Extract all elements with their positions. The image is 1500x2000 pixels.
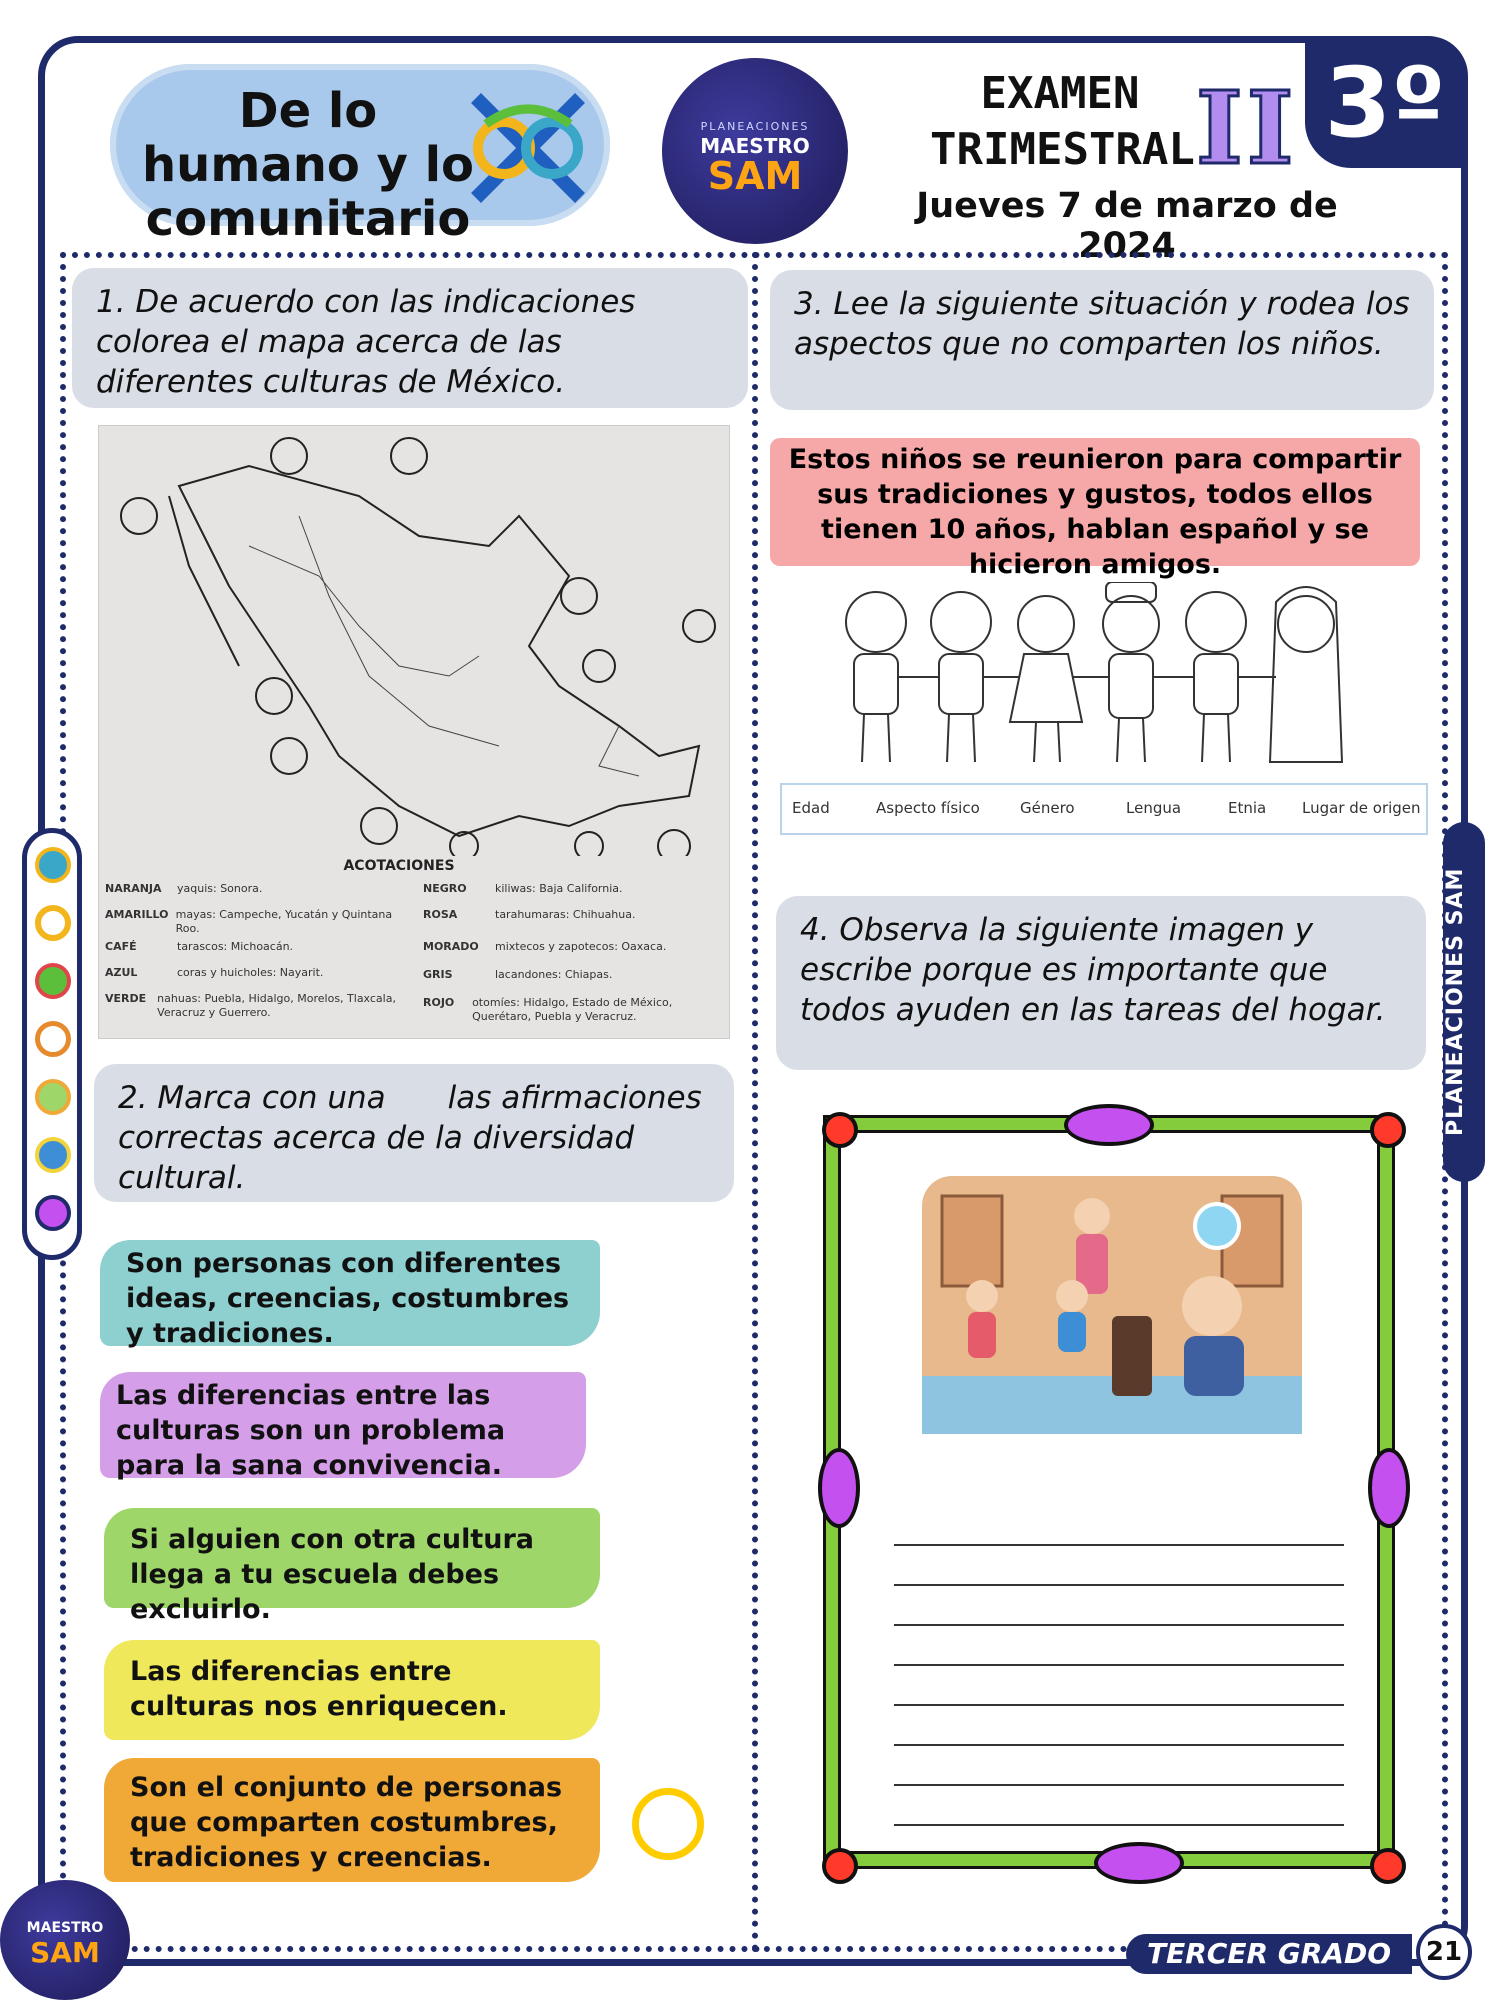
legend-text: tarahumaras: Chihuahua. xyxy=(495,908,636,921)
family-household-chores-illustration xyxy=(922,1176,1302,1434)
aspect-edad[interactable]: Edad xyxy=(792,799,830,817)
question-3-prompt: 3. Lee la siguiente situación y rodea los aspectos que no comparten los niños. xyxy=(770,270,1434,410)
aspect-lugar-de-origen[interactable]: Lugar de origen xyxy=(1302,799,1421,817)
legend-text: lacandones: Chiapas. xyxy=(495,968,613,981)
mexico-map-outline xyxy=(99,426,729,856)
statement-5[interactable]: Son el conjunto de personas que comparten costumbres, tradiciones y creencias. xyxy=(104,1758,600,1882)
legend-color: NEGRO xyxy=(423,882,467,895)
footer-logo-sam: SAM xyxy=(30,1936,100,1969)
frame-corner xyxy=(822,1848,858,1884)
legend-item xyxy=(423,940,723,954)
statement-3[interactable]: Si alguien con otra cultura llega a tu escuela debes excluirlo. xyxy=(104,1508,600,1608)
legend-color: NARANJA xyxy=(105,882,162,895)
legend-text: tarascos: Michoacán. xyxy=(177,940,294,953)
frame-corner xyxy=(1370,1112,1406,1148)
answer-line[interactable] xyxy=(894,1664,1344,1666)
aspect-lengua[interactable]: Lengua xyxy=(1126,799,1182,817)
answer-line[interactable] xyxy=(894,1744,1344,1746)
frame-ornament xyxy=(1368,1448,1410,1528)
logo-mid-text: MAESTRO xyxy=(700,134,810,158)
legend-item xyxy=(423,968,723,982)
maestro-sam-logo-footer xyxy=(0,1880,130,2000)
mexico-culture-map[interactable] xyxy=(98,425,730,1039)
frame-corner xyxy=(822,1112,858,1148)
legend-color: CAFÉ xyxy=(105,940,137,953)
field-icon xyxy=(35,1195,71,1231)
legend-item xyxy=(105,908,415,936)
answer-line[interactable] xyxy=(894,1704,1344,1706)
aspect-genero[interactable]: Género xyxy=(1020,799,1075,817)
aspect-etnia[interactable]: Etnia xyxy=(1228,799,1267,817)
legend-item xyxy=(105,882,415,896)
subject-logo-icon xyxy=(466,88,590,208)
frame-ornament xyxy=(1064,1104,1154,1146)
side-tab-label: PLANEACIONES SAM xyxy=(1443,867,1468,1137)
aspect-aspecto-fisico[interactable]: Aspecto físico xyxy=(876,799,980,817)
legend-item xyxy=(105,992,415,1020)
answer-line[interactable] xyxy=(894,1824,1344,1826)
question-2-prompt-end: las afirmaciones correctas acerca de la diversidad cultural. xyxy=(118,1080,702,1196)
legend-color: ROJO xyxy=(423,996,455,1009)
legend-color: MORADO xyxy=(423,940,479,953)
legend-text: mayas: Campeche, Yucatán y Quintana Roo. xyxy=(175,908,393,935)
answer-line[interactable] xyxy=(894,1544,1344,1546)
field-icon xyxy=(35,963,71,999)
page-number: 21 xyxy=(1416,1924,1472,1980)
legend-item xyxy=(423,882,723,896)
legend-left xyxy=(105,882,415,1020)
statement-1[interactable]: Son personas con diferentes ideas, creencias, costumbres y tradiciones. xyxy=(100,1240,600,1346)
logo-sam-text: SAM xyxy=(707,154,803,198)
logo-top-text: PLANEACIONES xyxy=(700,120,810,133)
legend-text: kiliwas: Baja California. xyxy=(495,882,623,895)
mark-example-circle xyxy=(632,1788,704,1860)
legend-text: coras y huicholes: Nayarit. xyxy=(177,966,324,979)
frame-ornament xyxy=(1094,1842,1184,1884)
field-icon xyxy=(35,1021,71,1057)
legend-color: GRIS xyxy=(423,968,453,981)
legend-text: otomíes: Hidalgo, Estado de México, Querétaro, Puebla y Veracruz. xyxy=(472,996,673,1023)
legend-color: AZUL xyxy=(105,966,138,979)
map-legend-title: ACOTACIONES xyxy=(343,858,455,874)
legend-item xyxy=(423,996,723,1024)
statement-2[interactable]: Las diferencias entre las culturas son un problema para la sana convivencia. xyxy=(100,1372,586,1478)
legend-item xyxy=(105,966,415,980)
exam-title: EXAMEN TRIMESTRAL xyxy=(930,68,1195,175)
subject-title: De lo humano y lo comunitario xyxy=(141,83,475,247)
field-icon xyxy=(35,905,71,941)
footer-logo-mid: MAESTRO xyxy=(26,1920,104,1936)
legend-text: mixtecos y zapotecos: Oaxaca. xyxy=(495,940,667,953)
grade-badge: 3º xyxy=(1305,38,1465,168)
legend-item xyxy=(423,908,723,922)
legend-color: AMARILLO xyxy=(105,908,169,921)
field-icon xyxy=(35,1079,71,1115)
answer-line[interactable] xyxy=(894,1784,1344,1786)
frame-corner xyxy=(1370,1848,1406,1884)
trimester-numeral: II xyxy=(1196,69,1298,187)
question-4-prompt: 4. Observa la siguiente imagen y escribe porque es importante que todos ayuden en las tareas del hogar. xyxy=(776,896,1426,1070)
field-icons-bar xyxy=(22,828,82,1260)
grade-label: TERCER GRADO xyxy=(1126,1934,1412,1974)
statement-4[interactable]: Las diferencias entre culturas nos enriquecen. xyxy=(104,1640,600,1740)
field-icon xyxy=(35,847,71,883)
legend-item xyxy=(105,940,415,954)
answer-line[interactable] xyxy=(894,1624,1344,1626)
legend-text: yaquis: Sonora. xyxy=(177,882,263,895)
maestro-sam-logo xyxy=(662,58,848,244)
situation-text: Estos niños se reunieron para compartir sus tradiciones y gustos, todos ellos tienen 10 años, hablan español y se hicieron amigos. xyxy=(770,438,1420,566)
answer-line[interactable] xyxy=(894,1584,1344,1586)
legend-text: nahuas: Puebla, Hidalgo, Morelos, Tlaxcala, Veracruz y Guerrero. xyxy=(157,992,396,1019)
aspects-list xyxy=(780,783,1428,835)
field-icon xyxy=(35,1137,71,1173)
legend-right xyxy=(423,882,723,1024)
legend-color: VERDE xyxy=(105,992,147,1005)
legend-color: ROSA xyxy=(423,908,458,921)
frame-ornament xyxy=(818,1448,860,1528)
question-2-prompt xyxy=(94,1064,734,1202)
question-1-prompt: 1. De acuerdo con las indicaciones colorea el mapa acerca de las diferentes culturas de México. xyxy=(72,268,748,408)
exam-date: Jueves 7 de marzo de 2024 xyxy=(886,186,1368,275)
question-2-prompt-start: 2. Marca con una xyxy=(118,1080,386,1116)
children-holding-hands-illustration xyxy=(836,582,1356,772)
